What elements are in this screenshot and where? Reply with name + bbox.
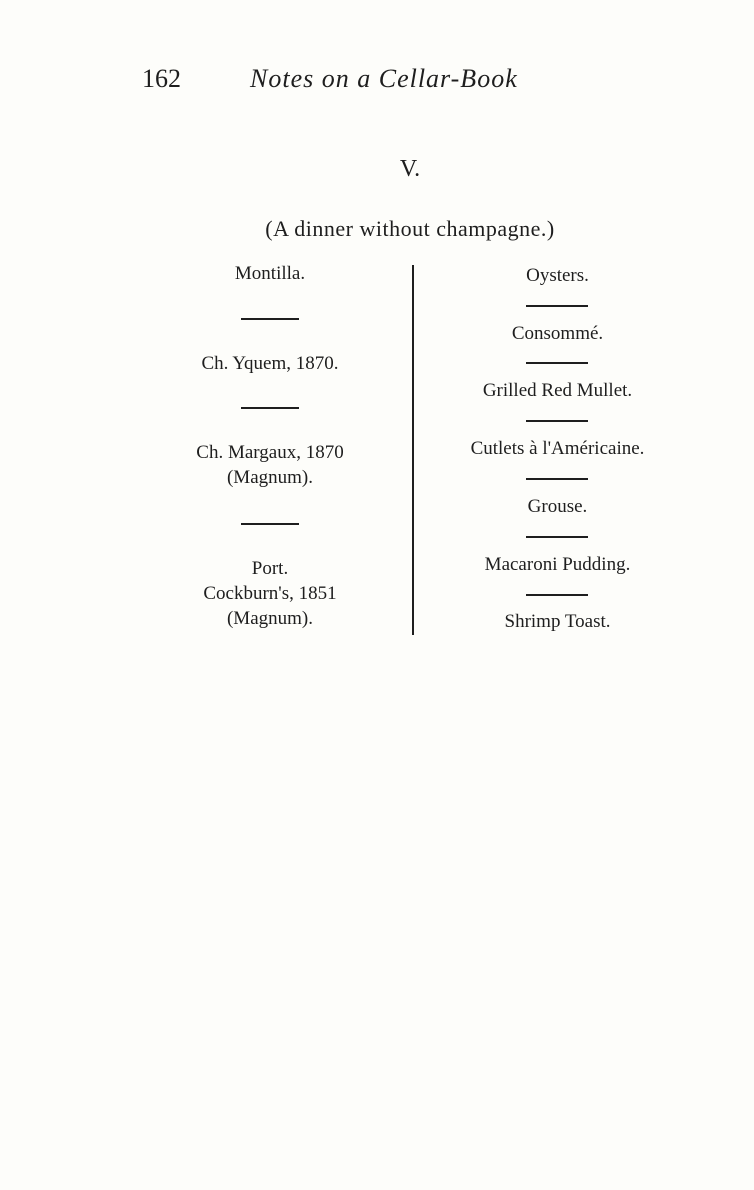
menu-divider (412, 265, 414, 635)
wine-line: Port. (251, 558, 289, 579)
dish-separator (526, 478, 588, 480)
wine-item (150, 351, 390, 376)
dish-separator (526, 594, 588, 596)
section-subtitle: (A dinner without champagne.) (265, 216, 555, 241)
wine-line: (Magnum). (226, 467, 313, 488)
dish-item: Shrimp Toast. (504, 611, 611, 632)
dish-separator (526, 362, 588, 364)
wine-separator (241, 318, 299, 320)
wine-item (150, 440, 390, 490)
dish-item: Grouse. (527, 496, 588, 517)
running-title: Notes on a Cellar-Book (250, 64, 518, 93)
wine-line: (Magnum). (226, 608, 313, 629)
dish-item: Grilled Red Mullet. (482, 380, 633, 401)
dish-separator (526, 536, 588, 538)
wine-line: Ch. Margaux, 1870 (196, 442, 344, 463)
section-number: V. (399, 156, 421, 182)
dish-item: Oysters. (526, 265, 589, 286)
dish-item: Cutlets à l'Américaine. (470, 438, 645, 459)
wine-line: Ch. Yquem, 1870. (201, 353, 339, 374)
wine-separator (241, 523, 299, 525)
dish-separator (526, 305, 588, 307)
wine-item (150, 556, 390, 631)
wine-item (150, 261, 390, 286)
wine-separator (241, 407, 299, 409)
wine-line: Cockburn's, 1851 (203, 583, 337, 604)
page-number: 162 (142, 64, 181, 93)
dish-item: Consommé. (511, 323, 604, 344)
dish-separator (526, 420, 588, 422)
wine-line: Montilla. (234, 263, 306, 284)
dish-item: Macaroni Pudding. (484, 554, 631, 575)
